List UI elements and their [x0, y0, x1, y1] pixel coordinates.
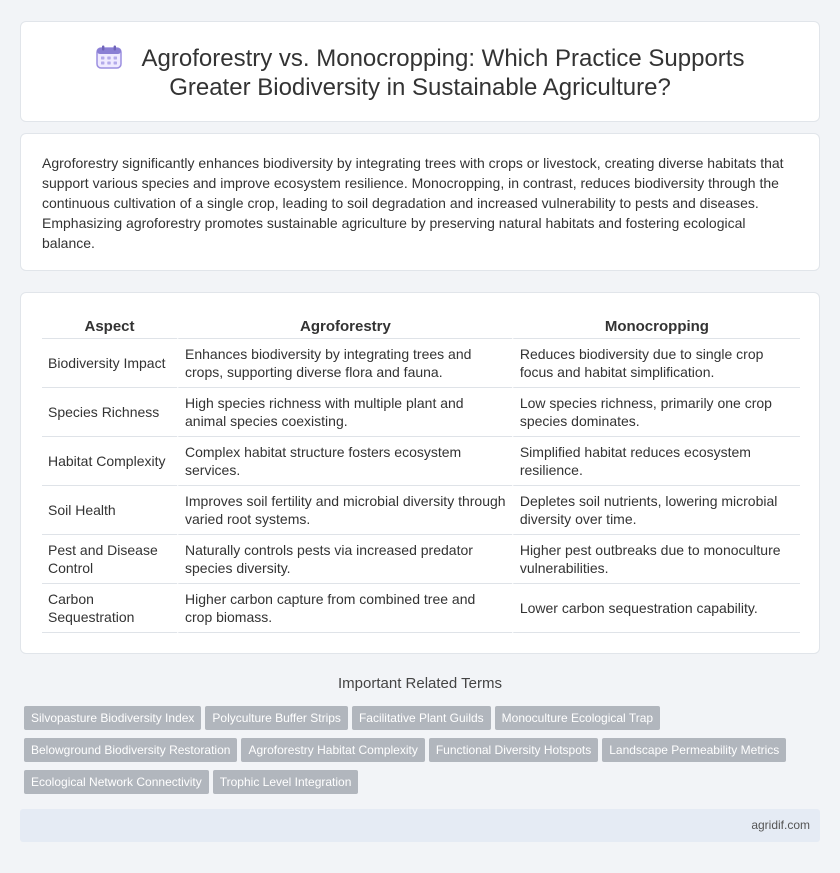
aspect-cell: Pest and Disease Control [42, 535, 177, 584]
related-term-tag[interactable]: Ecological Network Connectivity [24, 770, 209, 794]
tag-row [24, 738, 824, 770]
related-terms-list [24, 706, 824, 802]
related-term-tag[interactable]: Agroforestry Habitat Complexity [241, 738, 424, 762]
table-row [42, 486, 800, 535]
agroforestry-cell: Enhances biodiversity by integrating trees and crops, supporting diverse flora and fauna. [177, 339, 512, 388]
calendar-icon [96, 45, 122, 69]
related-term-tag[interactable]: Trophic Level Integration [213, 770, 359, 794]
agroforestry-cell: Naturally controls pests via increased predator species diversity. [177, 535, 512, 584]
table-row [42, 535, 800, 584]
agroforestry-cell: Improves soil fertility and microbial diversity through varied root systems. [177, 486, 512, 535]
intro-card [20, 133, 820, 271]
agroforestry-cell: Complex habitat structure fosters ecosystem services. [177, 437, 512, 486]
related-terms-title: Important Related Terms [338, 675, 502, 692]
monocropping-cell: Depletes soil nutrients, lowering microbial diversity over time. [512, 486, 800, 535]
related-term-tag[interactable]: Belowground Biodiversity Restoration [24, 738, 237, 762]
monocropping-cell: Reduces biodiversity due to single crop focus and habitat simplification. [512, 339, 800, 388]
footer-site-link[interactable]: agridif.com [751, 818, 810, 832]
tag-row [24, 770, 824, 802]
related-term-tag[interactable]: Landscape Permeability Metrics [602, 738, 786, 762]
table-header-row [42, 315, 800, 339]
tag-row [24, 706, 824, 738]
aspect-cell: Soil Health [42, 486, 177, 535]
footer [20, 809, 820, 842]
agroforestry-cell: Higher carbon capture from combined tree and crop biomass. [177, 584, 512, 633]
table-row [42, 339, 800, 388]
header-agroforestry: Agroforestry [177, 315, 512, 339]
related-term-tag[interactable]: Facilitative Plant Guilds [352, 706, 491, 730]
monocropping-cell: Simplified habitat reduces ecosystem resilience. [512, 437, 800, 486]
aspect-cell: Carbon Sequestration [42, 584, 177, 633]
aspect-cell: Species Richness [42, 388, 177, 437]
related-term-tag[interactable]: Polyculture Buffer Strips [205, 706, 348, 730]
related-term-tag[interactable]: Silvopasture Biodiversity Index [24, 706, 201, 730]
aspect-cell: Biodiversity Impact [42, 339, 177, 388]
intro-paragraph: Agroforestry significantly enhances biodiversity by integrating trees with crops or livestock, creating diverse habitats that support various species and improve ecosystem resilience. Monocropping, in contrast, reduces biodiversity through the continuous cultivation of a single crop, leading to soil degradation and increased vulnerability to pests and diseases. Emphasizing agroforestry promotes sustainable agriculture by preserving natural habitats and fostering ecological balance. [42, 155, 784, 251]
table-row [42, 388, 800, 437]
monocropping-cell: Higher pest outbreaks due to monoculture vulnerabilities. [512, 535, 800, 584]
comparison-card [20, 292, 820, 654]
table-row [42, 584, 800, 633]
page-title-wrap [21, 44, 819, 102]
comparison-table [42, 315, 800, 633]
monocropping-cell: Lower carbon sequestration capability. [512, 584, 800, 633]
related-term-tag[interactable]: Monoculture Ecological Trap [495, 706, 660, 730]
page-title: Agroforestry vs. Monocropping: Which Practice Supports Greater Biodiversity in Sustainable Agriculture? [141, 45, 745, 101]
header-card [20, 21, 820, 122]
header-aspect: Aspect [42, 315, 177, 339]
agroforestry-cell: High species richness with multiple plant and animal species coexisting. [177, 388, 512, 437]
header-monocropping: Monocropping [512, 315, 800, 339]
aspect-cell: Habitat Complexity [42, 437, 177, 486]
monocropping-cell: Low species richness, primarily one crop species dominates. [512, 388, 800, 437]
table-row [42, 437, 800, 486]
related-term-tag[interactable]: Functional Diversity Hotspots [429, 738, 598, 762]
